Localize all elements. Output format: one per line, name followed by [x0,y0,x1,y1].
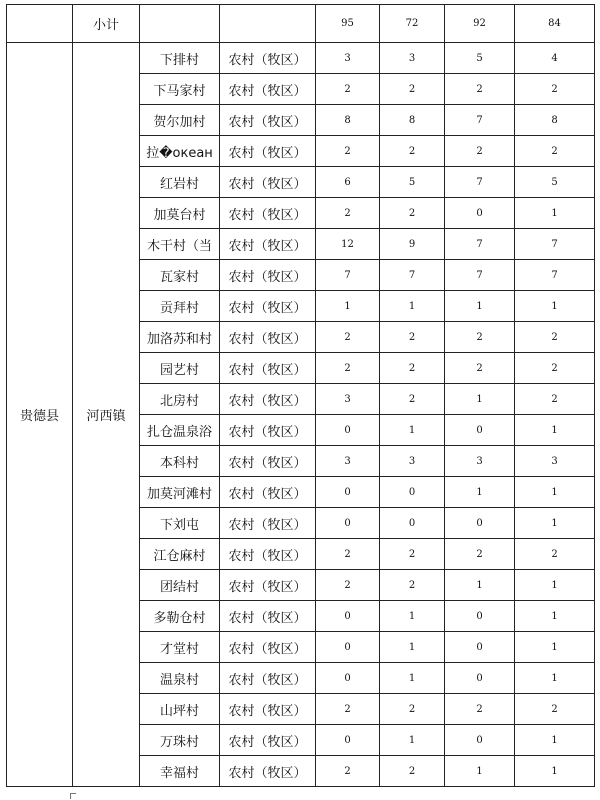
value-cell: 3 [445,446,515,477]
village-name-cell: 红岩村 [140,167,220,198]
value-cell: 1 [515,508,595,539]
value-cell: 2 [316,74,380,105]
value-cell: 3 [316,384,380,415]
village-name-cell: 下马家村 [140,74,220,105]
value-cell: 2 [445,74,515,105]
statistics-table [6,4,595,787]
value-cell: 2 [380,539,445,570]
village-name-cell: 江仓麻村 [140,539,220,570]
value-cell: 2 [316,353,380,384]
village-name-cell: 山坪村 [140,694,220,725]
value-cell: 0 [445,508,515,539]
value-cell: 1 [380,601,445,632]
village-name-cell: 幸福村 [140,756,220,787]
area-type-cell: 农村（牧区） [220,291,316,322]
value-cell: 2 [380,756,445,787]
village-name-cell: 下排村 [140,43,220,74]
value-cell: 0 [316,663,380,694]
value-cell: 7 [445,167,515,198]
area-type-cell: 农村（牧区） [220,74,316,105]
value-cell: 1 [380,632,445,663]
value-cell: 2 [515,74,595,105]
area-type-cell: 农村（牧区） [220,229,316,260]
area-type-cell: 农村（牧区） [220,570,316,601]
value-cell: 1 [316,291,380,322]
value-cell: 2 [316,756,380,787]
value-cell: 0 [445,663,515,694]
value-cell: 6 [316,167,380,198]
value-cell: 0 [316,725,380,756]
area-type-cell: 农村（牧区） [220,477,316,508]
value-cell: 2 [316,694,380,725]
blank-cell [7,5,73,43]
value-cell: 3 [316,446,380,477]
area-type-cell: 农村（牧区） [220,694,316,725]
value-cell: 3 [380,446,445,477]
area-type-cell: 农村（牧区） [220,353,316,384]
value-cell: 2 [445,539,515,570]
area-type-cell: 农村（牧区） [220,601,316,632]
village-name-cell: 木干村（当 [140,229,220,260]
value-cell: 1 [445,384,515,415]
value-cell: 8 [380,105,445,136]
area-type-cell: 农村（牧区） [220,136,316,167]
area-type-cell: 农村（牧区） [220,632,316,663]
area-type-cell: 农村（牧区） [220,446,316,477]
village-name-cell: 瓦家村 [140,260,220,291]
subtotal-value: 92 [445,5,515,43]
value-cell: 1 [445,756,515,787]
value-cell: 5 [380,167,445,198]
value-cell: 0 [316,415,380,446]
value-cell: 1 [515,601,595,632]
value-cell: 7 [515,229,595,260]
subtotal-value: 84 [515,5,595,43]
value-cell: 3 [380,43,445,74]
area-type-cell: 农村（牧区） [220,539,316,570]
town-cell: 河西镇 [73,43,140,787]
value-cell: 2 [380,694,445,725]
area-type-cell: 农村（牧区） [220,415,316,446]
village-name-cell: 本科村 [140,446,220,477]
value-cell: 1 [380,415,445,446]
value-cell: 2 [515,384,595,415]
value-cell: 0 [445,632,515,663]
value-cell: 2 [316,136,380,167]
village-name-cell: 拉�океан [140,136,220,167]
value-cell: 2 [316,570,380,601]
county-cell: 贵德县 [7,43,73,787]
value-cell: 0 [380,508,445,539]
value-cell: 1 [515,632,595,663]
village-name-cell: 园艺村 [140,353,220,384]
value-cell: 2 [380,198,445,229]
value-cell: 2 [380,570,445,601]
area-type-cell: 农村（牧区） [220,508,316,539]
village-name-cell: 贺尔加村 [140,105,220,136]
value-cell: 2 [515,136,595,167]
village-name-cell: 多勒仓村 [140,601,220,632]
value-cell: 1 [515,198,595,229]
value-cell: 7 [380,260,445,291]
value-cell: 2 [380,136,445,167]
value-cell: 2 [380,322,445,353]
value-cell: 12 [316,229,380,260]
value-cell: 7 [445,105,515,136]
blank-cell [220,5,316,43]
value-cell: 1 [515,756,595,787]
value-cell: 8 [316,105,380,136]
village-name-cell: 才堂村 [140,632,220,663]
village-name-cell: 万珠村 [140,725,220,756]
area-type-cell: 农村（牧区） [220,167,316,198]
value-cell: 2 [445,353,515,384]
village-name-cell: 扎仓温泉浴 [140,415,220,446]
village-name-cell: 北房村 [140,384,220,415]
value-cell: 2 [445,694,515,725]
area-type-cell: 农村（牧区） [220,198,316,229]
area-type-cell: 农村（牧区） [220,756,316,787]
value-cell: 0 [316,477,380,508]
value-cell: 7 [445,260,515,291]
value-cell: 7 [515,260,595,291]
value-cell: 1 [515,291,595,322]
village-name-cell: 加莫河滩村 [140,477,220,508]
value-cell: 1 [515,415,595,446]
village-name-cell: 下刘屯 [140,508,220,539]
area-type-cell: 农村（牧区） [220,384,316,415]
area-type-cell: 农村（牧区） [220,322,316,353]
value-cell: 7 [316,260,380,291]
value-cell: 0 [316,508,380,539]
value-cell: 1 [445,570,515,601]
value-cell: 1 [445,291,515,322]
value-cell: 2 [316,539,380,570]
value-cell: 0 [445,198,515,229]
value-cell: 9 [380,229,445,260]
value-cell: 0 [316,632,380,663]
village-name-cell: 团结村 [140,570,220,601]
page-corner-mark [70,793,76,799]
village-name-cell: 温泉村 [140,663,220,694]
value-cell: 1 [445,477,515,508]
area-type-cell: 农村（牧区） [220,105,316,136]
subtotal-value: 72 [380,5,445,43]
value-cell: 2 [515,694,595,725]
value-cell: 1 [515,725,595,756]
blank-cell [140,5,220,43]
area-type-cell: 农村（牧区） [220,43,316,74]
value-cell: 2 [515,322,595,353]
area-type-cell: 农村（牧区） [220,725,316,756]
value-cell: 0 [380,477,445,508]
value-cell: 1 [515,477,595,508]
subtotal-value: 95 [316,5,380,43]
value-cell: 2 [380,384,445,415]
value-cell: 2 [515,353,595,384]
value-cell: 4 [515,43,595,74]
subtotal-label: 小计 [73,5,140,43]
area-type-cell: 农村（牧区） [220,260,316,291]
value-cell: 2 [380,353,445,384]
area-type-cell: 农村（牧区） [220,663,316,694]
value-cell: 2 [316,198,380,229]
value-cell: 1 [515,570,595,601]
value-cell: 1 [515,663,595,694]
value-cell: 1 [380,663,445,694]
value-cell: 3 [515,446,595,477]
value-cell: 2 [445,322,515,353]
value-cell: 3 [316,43,380,74]
value-cell: 7 [445,229,515,260]
village-name-cell: 加莫台村 [140,198,220,229]
value-cell: 5 [515,167,595,198]
value-cell: 2 [445,136,515,167]
village-name-cell: 贡拜村 [140,291,220,322]
value-cell: 0 [445,415,515,446]
value-cell: 2 [380,74,445,105]
value-cell: 1 [380,725,445,756]
value-cell: 2 [316,322,380,353]
subtotal-row [7,5,595,43]
value-cell: 2 [515,539,595,570]
value-cell: 0 [445,725,515,756]
value-cell: 8 [515,105,595,136]
value-cell: 0 [445,601,515,632]
village-name-cell: 加洛苏和村 [140,322,220,353]
value-cell: 5 [445,43,515,74]
value-cell: 0 [316,601,380,632]
table-row [7,43,595,74]
value-cell: 1 [380,291,445,322]
